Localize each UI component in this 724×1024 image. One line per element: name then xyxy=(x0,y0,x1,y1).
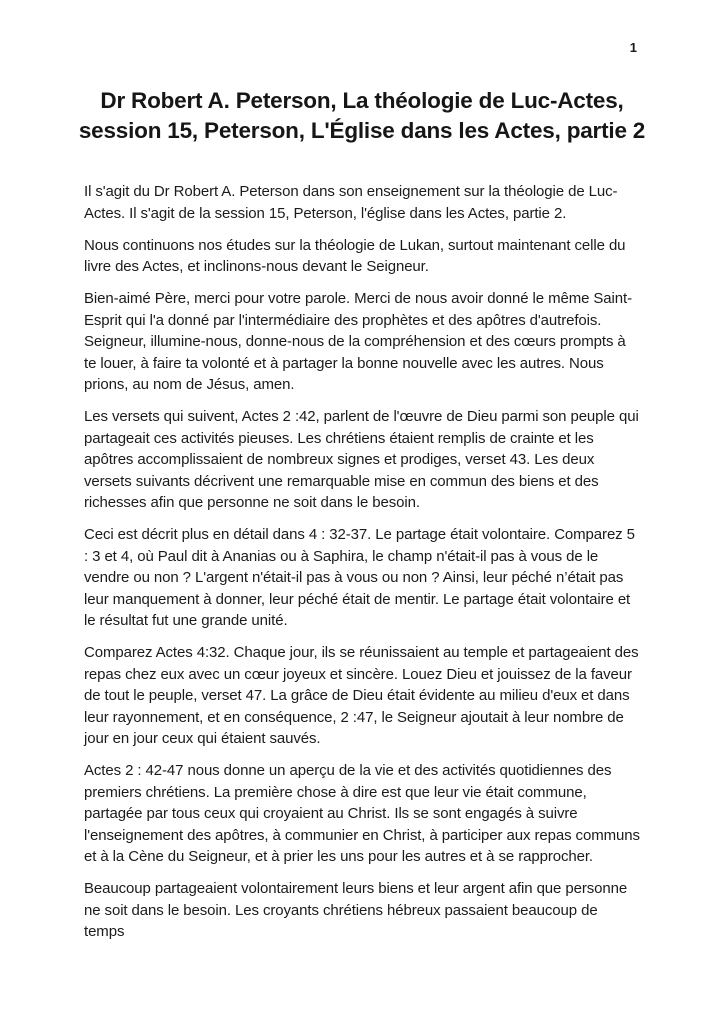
paragraph: Beaucoup partageaient volontairement leurs biens et leur argent afin que personne ne soit dans le besoin. Les croyants chrétiens hébreux passaient beaucoup de temps xyxy=(84,880,628,940)
paragraph: Ceci est décrit plus en détail dans 4 : 32-37. Le partage était volontaire. Comparez 5 : 3 et 4, où Paul dit à Ananias ou à Saphira, le champ n'était-il pas à vous de le vendre ou non ? L'argent n'était-il pas à vous ou non ? Ainsi, leur péché n’était pas leur manquement à donner, leur péché était de mentir. Le partage était volontaire et le résultat fut une grande unité. xyxy=(84,526,635,629)
paragraph: Il s'agit du Dr Robert A. Peterson dans son enseignement sur la théologie de Luc-Actes. Il s'agit de la session 15, Peterson, l'église dans les Actes, partie 2. xyxy=(84,183,618,222)
paragraph: Actes 2 : 42-47 nous donne un aperçu de la vie et des activités quotidiennes des premiers chrétiens. La première chose à dire est que leur vie était commune, partagée par tous ceux qui croyaient au Christ. Ils se sont engagés à suivre l'enseignement des apôtres, à communier en Christ, à participer aux repas communs et à la Cène du Seigneur, et à prier les uns pour les autres et à se rapprocher. xyxy=(84,762,640,865)
document-body xyxy=(84,181,641,943)
paragraph: Nous continuons nos études sur la théologie de Lukan, surtout maintenant celle du livre des Actes, et inclinons-nous devant le Seigneur. xyxy=(84,236,626,275)
paragraph: Les versets qui suivent, Actes 2 :42, parlent de l'œuvre de Dieu parmi son peuple qui partageait ces activités pieuses. Les chrétiens étaient remplis de crainte et les apôtres accomplissaient de nombreux signes et prodiges, verset 43. Les deux versets suivants décrivent une remarquable mise en commun des biens et des richesses afin que personne ne soit dans le besoin. xyxy=(84,408,639,511)
page-number: 1 xyxy=(629,40,637,55)
document-title-line-1: Dr Robert A. Peterson, La théologie de Luc-Actes, xyxy=(100,88,624,113)
document-title xyxy=(56,0,668,145)
document-title-line-2: session 15, Peterson, L'Église dans les Actes, partie 2 xyxy=(78,117,646,143)
paragraph: Bien-aimé Père, merci pour votre parole. Merci de nous avoir donné le même Saint-Esprit qui l'a donné par l'intermédiaire des prophètes et des apôtres d'autrefois. Seigneur, illumine-nous, donne-nous de la compréhension et des cœurs prompts à te louer, à faire ta volonté et à partager la bonne nouvelle avec les autres. Nous prions, au nom de Jésus, amen. xyxy=(84,290,632,393)
paragraph: Comparez Actes 4:32. Chaque jour, ils se réunissaient au temple et partageaient des repas chez eux avec un cœur joyeux et sincère. Louez Dieu et jouissez de la faveur de tout le peuple, verset 47. La grâce de Dieu était évidente au milieu d'eux et dans leur rayonnement, et en conséquence, 2 :47, le Seigneur ajoutait à leur nombre de jour en jour ceux qui étaient sauvés. xyxy=(84,644,639,747)
